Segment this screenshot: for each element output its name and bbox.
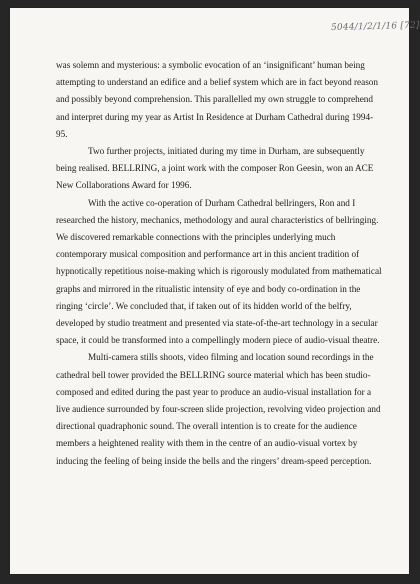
paragraph-further-projects: Two further projects, initiated during my time in Durham, are subsequently being realised. BELLRING, a joint work with the composer Ron Geesin, won an ACE New Collaborations Award for 1996.: [56, 146, 374, 191]
paragraph-bellring-installation: Multi-camera stills shoots, video filming and location sound recordings in the cathedral bell tower provided the BELLRING source material which has been studio-composed and edited during the past year to produce an audio-visual installation for a live audience surrounded by four-screen slide projection, revolving video projection and directional quadraphonic sound. The overall intention is to create for the audience members a heightened reality with them in the centre of an audio-visual vortex by inducing the feeling of being inside the bells and the ringers’ dream-speed perception.: [56, 352, 381, 466]
archive-reference-annotation: 5044/1/2/1/16 [72]: [330, 20, 420, 34]
body-text: [56, 57, 382, 470]
paragraph-bellringing-research: With the active co-operation of Durham Cathedral bellringers, Ron and I researched the history, mechanics, methodology and aural characteristics of bellringing. We discovered remarkable connections with the principles underlying much contemporary musical composition and performance art in this ancient tradition of hypnotically repetitious noise-making which is rigorously modulated from mathematical graphs and mirrored in the ritualistic intensity of eye and body co-ordination in the ringing ‘circle’. We concluded that, if taken out of its hidden world of the belfry, developed by studio treatment and presented via state-of-the-art technology in a secular space, it could be transformed into a compellingly modern piece of audio-visual theatre.: [56, 197, 382, 346]
paragraph-continuation: was solemn and mysterious: a symbolic evocation of an ‘insignificant’ human being attempting to understand an edifice and a belief system which are in fact beyond reason and possibly beyond comprehension. This parallelled my own struggle to comprehend and interpret during my year as Artist In Residence at Durham Cathedral during 1994-95.: [56, 60, 378, 139]
document-page: [10, 8, 420, 574]
